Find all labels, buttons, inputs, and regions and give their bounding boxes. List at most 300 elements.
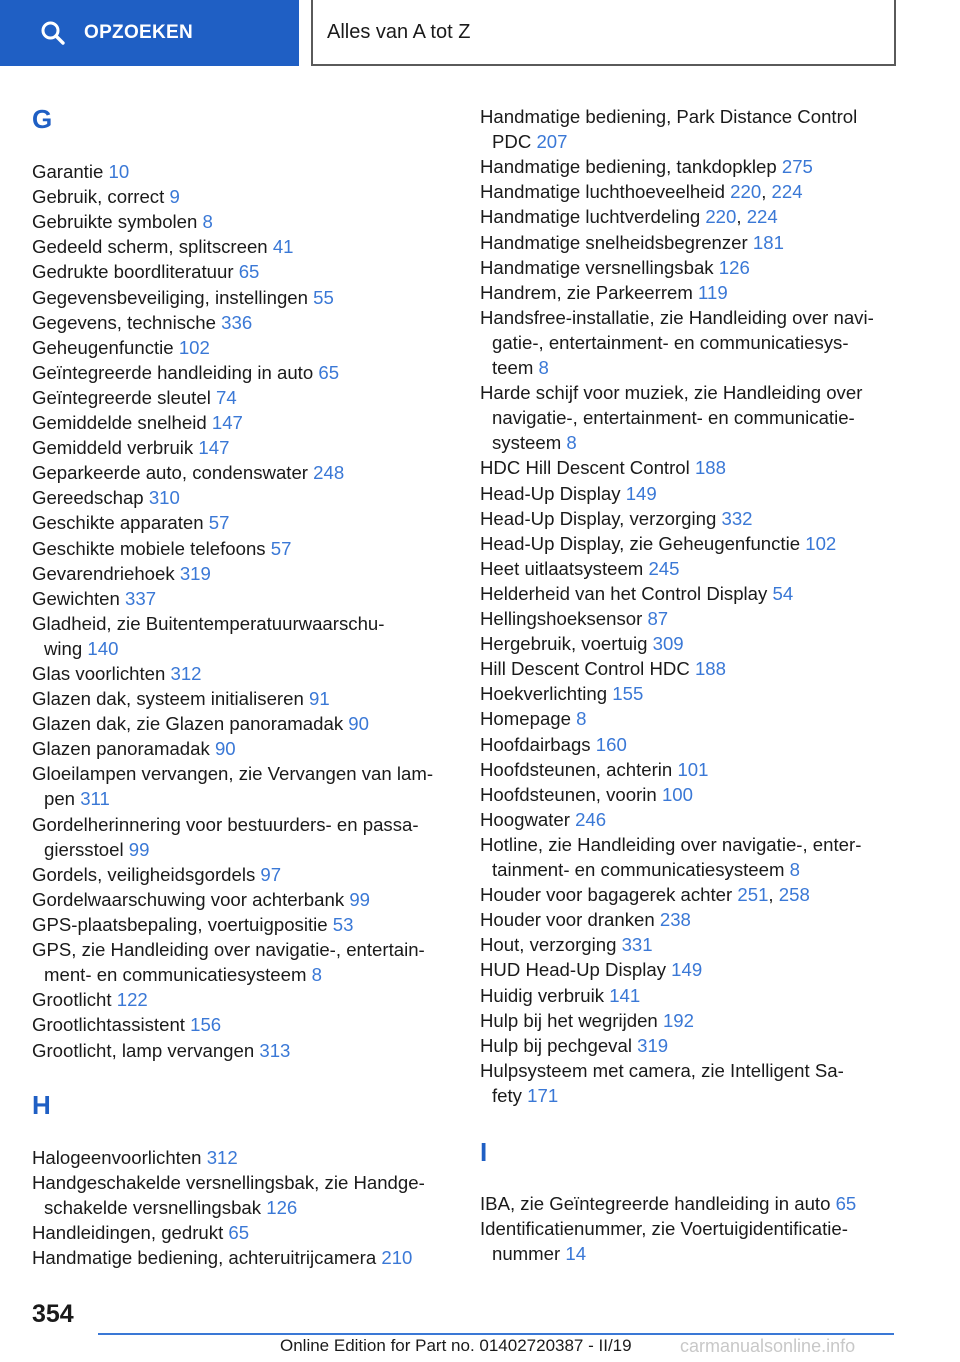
page-ref[interactable]: 141: [609, 984, 641, 1006]
entry-text: Hotline, zie Handleiding over navigatie-, enter-: [480, 833, 862, 855]
entry-text: tainment- en communicatiesysteem: [492, 858, 785, 880]
entry-text: giersstoel: [44, 838, 124, 860]
index-entry: [32, 611, 384, 661]
page-ref[interactable]: 65: [228, 1222, 250, 1244]
index-entry: [480, 179, 803, 204]
entry-text: Grootlichtassistent: [32, 1014, 185, 1036]
entry-text: Hulp bij het wegrijden: [480, 1009, 658, 1031]
entry-line: [32, 487, 180, 508]
index-entry: [480, 481, 657, 506]
page-ref[interactable]: 319: [637, 1034, 669, 1056]
entry-text: Glazen dak, systeem initialiseren: [32, 688, 304, 710]
page-ref[interactable]: 8: [566, 432, 577, 454]
index-entry: [480, 807, 606, 832]
entry-text: Hulpsysteem met camera, zie Intelligent Sa-: [480, 1059, 844, 1081]
entry-line: [32, 563, 211, 584]
entry-line: [32, 814, 419, 835]
entry-text: Hergebruik, voertuig: [480, 633, 648, 655]
page-ref[interactable]: 188: [694, 457, 726, 479]
entry-line: [480, 959, 702, 980]
entry-text: Houder voor bagagerek achter: [480, 884, 733, 906]
entry-text: Grootlicht: [32, 989, 112, 1011]
entry-text: Handmatige versnellingsbak: [480, 256, 714, 278]
page-ref[interactable]: 8: [538, 356, 549, 378]
index-entry: [480, 280, 728, 305]
page-ref[interactable]: 102: [178, 336, 210, 358]
page-ref[interactable]: 54: [772, 582, 794, 604]
page-ref[interactable]: 192: [662, 1009, 694, 1031]
entry-line: [480, 683, 643, 704]
page-ref[interactable]: 312: [206, 1147, 238, 1168]
index-entry: [32, 460, 344, 485]
page-ref[interactable]: 119: [698, 281, 728, 303]
page-ref[interactable]: 65: [318, 361, 340, 383]
entry-text: Hill Descent Control HDC: [480, 658, 690, 680]
section-letter-h: H: [32, 1090, 51, 1120]
page-ref[interactable]: 147: [211, 412, 243, 433]
entry-line: [32, 211, 213, 232]
entry-line: [32, 786, 433, 811]
entry-text: navigatie-, entertainment- en communicatie-: [492, 407, 855, 429]
index-entry: [32, 310, 252, 335]
section-letter-i: I: [480, 1137, 488, 1167]
page-ref[interactable]: 336: [221, 311, 253, 333]
index-entry: [32, 1012, 221, 1037]
index-entry: [480, 782, 693, 807]
entry-line: [32, 337, 210, 358]
entry-text: Gloeilampen vervangen, zie Vervangen van lam-: [32, 763, 434, 785]
entry-text: Gemiddelde snelheid: [32, 412, 207, 433]
entry-line: [32, 914, 353, 935]
page-ref[interactable]: 57: [270, 537, 292, 559]
entry-text: Helderheid van het Control Display: [480, 582, 768, 604]
page-ref[interactable]: 313: [259, 1039, 291, 1061]
entry-text: Hoofdsteunen, achterin: [480, 758, 673, 780]
entry-line: [480, 558, 680, 579]
index-entry: [32, 536, 291, 561]
entry-line: [32, 688, 330, 709]
index-entry: [480, 832, 861, 882]
entry-line: [32, 636, 384, 661]
index-entry: [480, 681, 643, 706]
page-ref[interactable]: 220: [705, 206, 737, 228]
entry-line: [32, 613, 384, 634]
page-ref[interactable]: 90: [214, 738, 236, 760]
page-ref[interactable]: 188: [694, 658, 726, 680]
entry-line: [32, 962, 425, 987]
page-ref[interactable]: 149: [625, 482, 657, 504]
page-ref[interactable]: 57: [208, 512, 230, 534]
page-ref[interactable]: 126: [718, 256, 750, 278]
entry-line: [480, 1241, 848, 1266]
entry-line: [32, 437, 229, 458]
entry-text: Geïntegreerde handleiding in auto: [32, 361, 314, 383]
index-entry: [480, 957, 702, 982]
entry-line: [480, 1060, 844, 1081]
page-ref[interactable]: 74: [216, 386, 237, 408]
entry-text: Geschikte apparaten: [32, 512, 204, 534]
index-entry: [480, 154, 813, 179]
page-ref[interactable]: 311: [80, 788, 110, 810]
entry-line: [480, 708, 586, 729]
page-ref[interactable]: 331: [621, 934, 653, 956]
page-ref[interactable]: 220: [730, 181, 762, 203]
entry-text: Handsfree-installatie, zie Handleiding over navi-: [480, 306, 874, 328]
entry-text: Head-Up Display, zie Geheugenfunctie: [480, 532, 801, 554]
entry-text: Gereedschap: [32, 487, 144, 509]
index-entry: [32, 335, 210, 360]
index-entry: [32, 987, 148, 1012]
entry-line: [480, 658, 726, 679]
index-entry: [480, 656, 726, 681]
entry-text: Geheugenfunctie: [32, 336, 174, 358]
entry-text: Handmatige bediening, achteruitrijcamera: [32, 1247, 377, 1269]
page-ref[interactable]: 224: [771, 181, 803, 203]
index-entry: [32, 510, 229, 535]
entry-line: [32, 663, 202, 684]
page-ref[interactable]: 10: [108, 161, 130, 182]
entry-line: [32, 1247, 412, 1268]
entry-text: Geschikte mobiele telefoons: [32, 537, 266, 559]
entry-text: Grootlicht, lamp vervangen: [32, 1039, 255, 1061]
index-entry: [32, 159, 129, 184]
index-entry: [32, 234, 294, 259]
footer-divider: [98, 1333, 894, 1335]
index-entry: [32, 259, 259, 284]
entry-text: GPS-plaatsbepaling, voertuigpositie: [32, 914, 328, 935]
page-number: 354: [32, 1300, 74, 1328]
index-entry: [480, 907, 691, 932]
index-entry: [32, 761, 433, 811]
index-entry: [480, 380, 862, 455]
entry-text: Houder voor dranken: [480, 909, 655, 931]
entry-text: Hoogwater: [480, 808, 570, 830]
page-ref[interactable]: 99: [349, 888, 370, 910]
page-ref[interactable]: 9: [169, 186, 180, 208]
entry-text: ment- en communicatiesysteem: [44, 964, 307, 986]
entry-text: Heet uitlaatsysteem: [480, 557, 644, 579]
entry-line: [32, 161, 129, 182]
entry-text: Geïntegreerde sleutel: [32, 386, 211, 408]
page-ref[interactable]: 8: [576, 708, 587, 730]
entry-text: IBA, zie Geïntegreerde handleiding in auto: [480, 1193, 831, 1214]
entry-line: [32, 713, 369, 734]
entry-text: Gevarendriehoek: [32, 562, 175, 584]
index-entry: [480, 1033, 668, 1058]
entry-line: [480, 1010, 694, 1031]
entry-text: Handleidingen, gedrukt: [32, 1222, 224, 1244]
entry-line: [480, 1083, 844, 1108]
index-entry: [480, 104, 857, 154]
page-ref[interactable]: 126: [266, 1197, 298, 1219]
entry-text: Gedeeld scherm, splitscreen: [32, 236, 268, 258]
entry-text: Gebruik, correct: [32, 186, 165, 208]
entry-line: [480, 734, 627, 755]
entry-text: Homepage: [480, 708, 571, 730]
entry-text: systeem: [492, 432, 562, 454]
breadcrumb-label: Alles van A tot Z: [327, 20, 471, 43]
page-ref[interactable]: 160: [595, 733, 627, 755]
entry-line: [32, 512, 229, 533]
entry-line: [480, 909, 691, 930]
index-entry: [32, 561, 211, 586]
page-ref[interactable]: 245: [648, 557, 680, 579]
page-ref[interactable]: 210: [381, 1247, 413, 1269]
entry-line: [480, 1218, 848, 1239]
breadcrumb[interactable]: [311, 0, 896, 66]
page-ref[interactable]: 8: [202, 211, 213, 233]
index-entry: [32, 862, 281, 887]
entry-line: [32, 1014, 221, 1035]
page-ref[interactable]: 53: [332, 914, 354, 935]
page-ref[interactable]: 171: [527, 1084, 559, 1106]
entry-text: Gebruikte symbolen: [32, 211, 198, 233]
page-ref[interactable]: 207: [536, 131, 568, 153]
entry-line: [480, 1035, 668, 1056]
page-ref[interactable]: 8: [789, 858, 800, 880]
index-entry: [32, 812, 419, 862]
entry-text: Hulp bij pechgeval: [480, 1034, 632, 1056]
entry-line: [32, 1147, 238, 1168]
entry-line: [32, 1040, 290, 1061]
entry-line: [480, 934, 653, 955]
index-entry: [32, 661, 202, 686]
entry-line: [32, 763, 433, 784]
entry-text: Head-Up Display: [480, 482, 621, 504]
entry-line: Handmatige luchtverdeling 220, 224: [480, 206, 778, 228]
entry-text: schakelde versnellingsbak: [44, 1197, 262, 1219]
entry-text: Handrem, zie Parkeerrem: [480, 281, 693, 303]
index-entry: [32, 912, 353, 937]
index-entry: [32, 736, 236, 761]
entry-text: Harde schijf voor muziek, zie Handleiding over: [480, 382, 863, 404]
entry-line: [480, 405, 862, 430]
entry-text: Gordelwaarschuwing voor achterbank: [32, 888, 345, 910]
page-ref[interactable]: 101: [677, 758, 709, 780]
entry-line: [480, 382, 862, 403]
entry-line: [480, 307, 874, 328]
index-entry: [480, 706, 586, 731]
page-ref[interactable]: 309: [652, 633, 684, 655]
entry-text: Gegevensbeveiliging, instellingen: [32, 286, 308, 308]
entry-line: [480, 430, 862, 455]
page-ref[interactable]: 14: [565, 1243, 587, 1265]
index-entry: [480, 230, 784, 255]
entry-text: HUD Head-Up Display: [480, 959, 666, 981]
page-ref[interactable]: 238: [659, 909, 691, 931]
page-ref[interactable]: 91: [308, 688, 330, 710]
edition-text: Online Edition for Part no. 01402720387 - II/19: [280, 1336, 632, 1355]
entry-line: [480, 583, 793, 604]
entry-line: [480, 533, 836, 554]
entry-text: Glazen dak, zie Glazen panoramadak: [32, 713, 344, 735]
entry-line: [480, 457, 726, 478]
index-entry: [32, 285, 334, 310]
page-ref[interactable]: 224: [746, 206, 778, 228]
index-entry: [480, 932, 653, 957]
entry-line: [32, 387, 237, 408]
section-letter-g: G: [32, 104, 53, 134]
index-entry: [480, 757, 708, 782]
index-entry: [480, 882, 810, 907]
index-entry: [480, 581, 793, 606]
entry-text: Handmatige bediening, Park Distance Control: [480, 106, 858, 127]
entry-line: [480, 759, 708, 780]
page-ref[interactable]: 332: [721, 507, 753, 529]
entry-line: [480, 985, 640, 1006]
index-entry: [480, 1008, 694, 1033]
entry-line: [480, 483, 657, 504]
page-ref[interactable]: 122: [116, 989, 148, 1011]
entry-text: Gladheid, zie Buitentemperatuurwaarschu-: [32, 612, 385, 634]
entry-line: [32, 1195, 425, 1220]
entry-line: [480, 608, 668, 629]
entry-text: Handmatige luchtverdeling: [480, 206, 701, 228]
entry-line: [480, 809, 606, 830]
search-icon: [40, 20, 66, 46]
page-ref[interactable]: 90: [348, 713, 369, 735]
index-entry: [32, 435, 229, 460]
entry-line: [32, 186, 180, 207]
entry-text: Hout, verzorging: [480, 934, 617, 956]
entry-line: [32, 864, 281, 885]
entry-line: [480, 156, 813, 177]
page-ref[interactable]: 55: [313, 286, 334, 308]
page-ref[interactable]: 147: [198, 437, 230, 459]
entry-text: Gewichten: [32, 587, 120, 609]
entry-line: Houder voor bagagerek achter 251, 258: [480, 884, 810, 906]
index-entry: [480, 305, 874, 380]
entry-line: [32, 989, 148, 1010]
page-ref[interactable]: 65: [238, 261, 260, 283]
entry-text: Geparkeerde auto, condenswater: [32, 462, 308, 484]
entry-text: Glazen panoramadak: [32, 738, 210, 760]
search-button-label: OPZOEKEN: [84, 22, 194, 43]
index-entry: [32, 711, 369, 736]
entry-text: Handgeschakelde versnellingsbak, zie Handge-: [32, 1172, 425, 1194]
watermark: carmanualsonline.info: [680, 1336, 856, 1356]
page-ref[interactable]: 102: [805, 532, 837, 554]
index-entry: [32, 485, 180, 510]
page-ref[interactable]: 275: [781, 156, 813, 178]
page-ref[interactable]: 156: [190, 1014, 222, 1036]
entry-text: nummer: [492, 1243, 561, 1265]
index-entry: [32, 1145, 238, 1170]
index-entry: [32, 887, 370, 912]
entry-text: Glas voorlichten: [32, 663, 166, 684]
page-ref[interactable]: 8: [311, 964, 322, 986]
index-entry: [32, 1245, 412, 1270]
page-ref[interactable]: 149: [671, 959, 703, 981]
index-entry: [32, 410, 243, 435]
entry-line: [480, 784, 693, 805]
entry-line: [480, 129, 857, 154]
index-entry: [32, 937, 425, 987]
page-ref[interactable]: 258: [778, 884, 810, 906]
entry-line: Handmatige luchthoeveelheid 220, 224: [480, 181, 803, 203]
page-ref[interactable]: 251: [737, 884, 769, 906]
index-entry: [480, 1216, 848, 1266]
entry-line: [32, 939, 425, 960]
index-entry: [480, 606, 668, 631]
index-entry: [480, 506, 753, 531]
index-entry: [32, 586, 156, 611]
page-ref[interactable]: 100: [661, 783, 693, 805]
entry-text: PDC: [492, 131, 532, 153]
index-entry: [32, 686, 330, 711]
index-entry: [480, 204, 778, 229]
entry-line: [32, 312, 252, 333]
entry-line: [32, 261, 259, 282]
entry-line: [32, 538, 291, 559]
page-ref[interactable]: 140: [87, 637, 119, 659]
index-entry: [480, 255, 750, 280]
entry-line: [32, 1222, 249, 1243]
entry-text: pen: [44, 788, 76, 810]
entry-text: Identificatienummer, zie Voertuigidentificatie-: [480, 1218, 848, 1240]
entry-line: [32, 837, 419, 862]
entry-line: [480, 508, 753, 529]
page-ref[interactable]: 41: [272, 236, 294, 258]
entry-line: [32, 889, 370, 910]
index-entry: [480, 1058, 844, 1108]
page-ref[interactable]: 155: [612, 683, 644, 705]
entry-line: [480, 355, 874, 380]
page-ref[interactable]: 319: [179, 562, 211, 584]
page-ref[interactable]: 248: [313, 462, 345, 484]
entry-line: [32, 287, 334, 308]
entry-line: [32, 236, 294, 257]
entry-text: Halogeenvoorlichten: [32, 1147, 202, 1168]
entry-line: [480, 834, 861, 855]
entry-line: [480, 106, 857, 127]
entry-text: HDC Hill Descent Control: [480, 457, 690, 479]
index-entry: [32, 360, 339, 385]
page-ref[interactable]: 310: [148, 487, 180, 509]
index-entry: [480, 531, 836, 556]
entry-text: Hoekverlichting: [480, 683, 608, 705]
entry-line: [480, 257, 750, 278]
entry-text: Handmatige snelheidsbegrenzer: [480, 231, 748, 253]
entry-text: wing: [44, 637, 83, 659]
entry-line: [480, 330, 874, 355]
entry-line: [32, 1172, 425, 1193]
entry-text: Gordelherinnering voor bestuurders- en passa-: [32, 813, 419, 835]
entry-line: [480, 633, 684, 654]
page-ref[interactable]: 97: [260, 863, 282, 885]
page-ref[interactable]: 337: [125, 587, 157, 609]
page-ref[interactable]: 246: [575, 808, 607, 830]
search-button[interactable]: [0, 0, 299, 66]
entry-line: [32, 362, 339, 383]
page-ref[interactable]: 312: [170, 663, 202, 684]
entry-text: Handmatige luchthoeveelheid: [480, 181, 725, 203]
entry-line: [480, 282, 728, 303]
top-bar: [0, 0, 960, 66]
entry-text: Garantie: [32, 161, 104, 182]
entry-text: Hoofdairbags: [480, 733, 591, 755]
entry-text: Hellingshoeksensor: [480, 608, 643, 629]
page-ref[interactable]: 99: [128, 838, 150, 860]
page-ref[interactable]: 181: [752, 231, 784, 253]
page-ref[interactable]: 87: [647, 608, 669, 629]
entry-line: [32, 738, 236, 759]
page-ref[interactable]: 65: [835, 1193, 857, 1214]
index-entry: [32, 184, 180, 209]
entry-line: [480, 857, 861, 882]
entry-text: Head-Up Display, verzorging: [480, 507, 717, 529]
index-entry: [480, 983, 640, 1008]
